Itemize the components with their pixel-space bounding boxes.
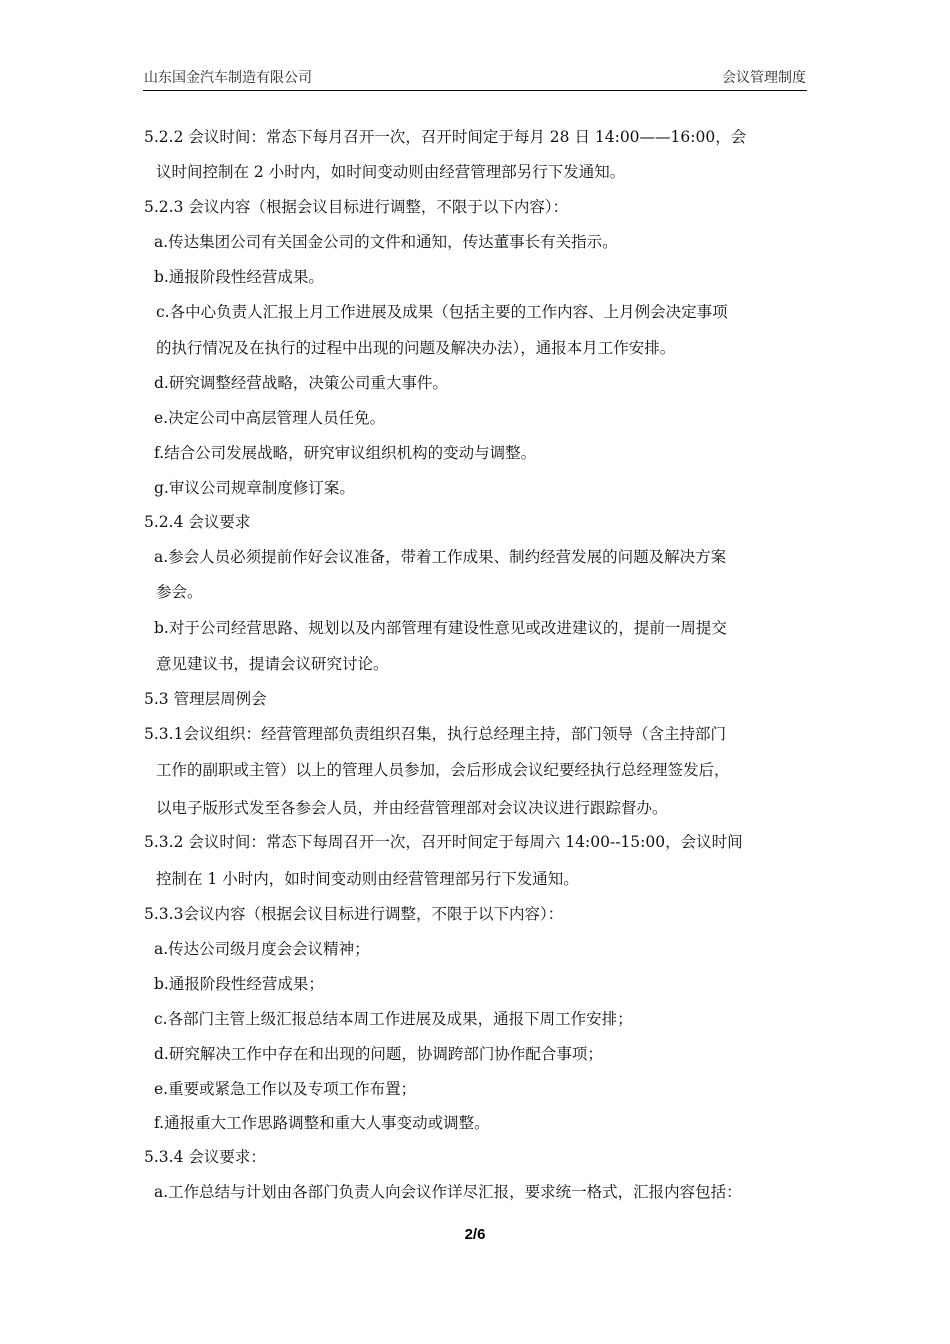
text-line: e.重要或紧急工作以及专项工作布置； [154,1080,417,1098]
text-line: e.决定公司中高层管理人员任免。 [154,409,386,427]
text-line: d.研究解决工作中存在和出现的问题，协调跨部门协作配合事项； [154,1045,603,1063]
text-line: 工作的副职或主管）以上的管理人员参加，会后形成会议纪要经执行总经理签发后， [156,761,730,779]
text-line: a.传达公司级月度会会议精神； [154,940,370,958]
text-line: c.各中心负责人汇报上月工作进展及成果（包括主要的工作内容、上月例会决定事项 [156,303,728,321]
text-line: 参会。 [156,583,203,601]
text-line: b.通报阶段性经营成果； [154,975,324,993]
text-line: a.传达集团公司有关国金公司的文件和通知，传达董事长有关指示。 [154,233,618,251]
text-line: 5.3.3会议内容（根据会议目标进行调整，不限于以下内容）： [144,905,564,923]
text-line: 以电子版形式发至各参会人员，并由经营管理部对会议决议进行跟踪督办。 [156,799,668,817]
text-line: 5.2.2 会议时间：常态下每月召开一次，召开时间定于每月 28 日 14:00——16:00，会 [144,128,747,146]
text-line: 5.3.1会议组织：经营管理部负责组织召集，执行总经理主持，部门领导（含主持部门 [144,725,726,743]
text-line: a.参会人员必须提前作好会议准备，带着工作成果、制约经营发展的问题及解决方案 [154,548,727,566]
text-line: d.研究调整经营战略，决策公司重大事件。 [154,374,448,392]
header-company-name: 山东国金汽车制造有限公司 [144,70,312,86]
text-line: f.结合公司发展战略，研究审议组织机构的变动与调整。 [154,444,537,462]
header-divider [143,90,807,91]
text-line: f.通报重大工作思路调整和重大人事变动或调整。 [154,1114,490,1132]
text-line: 5.2.3 会议内容（根据会议目标进行调整，不限于以下内容）： [144,198,569,216]
text-line: a.工作总结与计划由各部门负责人向会议作详尽汇报，要求统一格式，汇报内容包括： [154,1183,742,1201]
text-line: b.通报阶段性经营成果。 [154,268,324,286]
text-line: 5.3 管理层周例会 [144,690,267,708]
text-line: 5.3.2 会议时间：常态下每周召开一次，召开时间定于每周六 14:00--15:00，会议时间 [144,833,743,851]
text-line: b.对于公司经营思路、规划以及内部管理有建设性意见或改进建议的，提前一周提交 [154,619,727,637]
text-line: c.各部门主管上级汇报总结本周工作进展及成果，通报下周工作安排； [154,1010,633,1028]
text-line: 5.3.4 会议要求： [144,1148,266,1166]
page-number: 2/6 [464,1226,486,1243]
text-line: 议时间控制在 2 小时内，如时间变动则由经营管理部另行下发通知。 [156,163,626,181]
text-line: g.审议公司规章制度修订案。 [154,479,355,497]
text-line: 的执行情况及在执行的过程中出现的问题及解决办法），通报本月工作安排。 [156,339,676,357]
text-line: 意见建议书，提请会议研究讨论。 [156,655,389,673]
text-line: 5.2.4 会议要求 [144,513,251,531]
header-document-title: 会议管理制度 [722,70,806,86]
text-line: 控制在 1 小时内，如时间变动则由经营管理部另行下发通知。 [156,870,579,888]
